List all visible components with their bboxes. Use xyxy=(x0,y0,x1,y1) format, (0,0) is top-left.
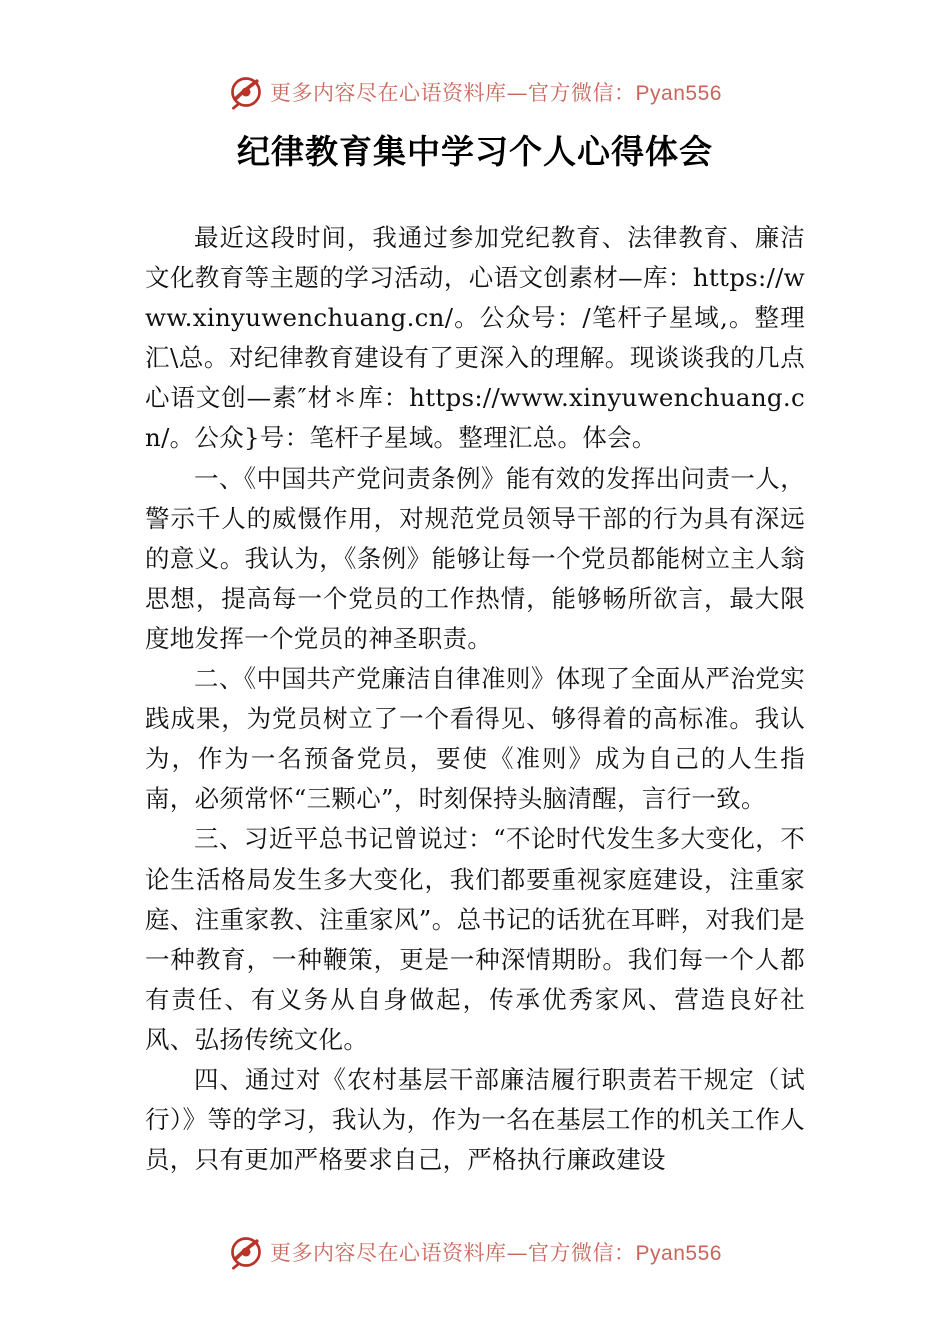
header-banner-handle: Pyan556 xyxy=(635,82,722,105)
paragraph-intro: 最近这段时间，我通过参加党纪教育、法律教育、廉洁文化教育等主题的学习活动，心语文创素材—库：https://www.xinyuwenchuang.cn/。公众号：/笔杆子星域,。整理汇\总。对纪律教育建设有了更深入的理解。现谈谈我的几点心语文创—素″材＊库：https://www.xinyuwenchuang.cn/。公众}号：笔杆子星域。整理汇总。体会。 xyxy=(145,223,805,453)
brand-logo-icon xyxy=(228,1234,264,1270)
paragraph-2: 二、《中国共产党廉洁自律准则》体现了全面从严治党实践成果，为党员树立了一个看得见、够得着的高标准。我认为，作为一名预备党员，要使《准则》成为自己的人生指南，必须常怀“三颗心”，时刻保持头脑清醒，言行一致。 xyxy=(145,664,805,814)
footer-banner xyxy=(0,1230,950,1274)
footer-banner-handle: Pyan556 xyxy=(635,1242,722,1265)
footer-banner-text: 更多内容尽在心语资料库—官方微信：Pyan556 xyxy=(270,1241,722,1265)
paragraph-4: 四、通过对《农村基层干部廉洁履行职责若干规定（试行）》等的学习，我认为，作为一名在基层工作的机关工作人员，只有更加严格要求自己，严格执行廉政建设 xyxy=(145,1064,805,1175)
brand-logo-icon xyxy=(228,74,264,110)
paragraph-3: 三、习近平总书记曾说过：“不论时代发生多大变化，不论生活格局发生多大变化，我们都要重视家庭建设，注重家庭、注重家教、注重家风”。总书记的话犹在耳畔，对我们是一种教育，一种鞭策，更是一种深情期盼。我们每一个人都有责任、有义务从自身做起，传承优秀家风、营造良好社风、弘扬传统文化。 xyxy=(145,824,805,1054)
header-banner-text: 更多内容尽在心语资料库—官方微信：Pyan556 xyxy=(270,81,722,105)
document-body xyxy=(145,218,805,1180)
document-title: 纪律教育集中学习个人心得体会 xyxy=(237,132,713,171)
header-banner xyxy=(0,70,950,114)
paragraph-1: 一、《中国共产党问责条例》能有效的发挥出问责一人，警示千人的威慑作用，对规范党员领导干部的行为具有深远的意义。我认为，《条例》能够让每一个党员都能树立主人翁思想，提高每一个党员的工作热情，能够畅所欲言，最大限度地发挥一个党员的神圣职责。 xyxy=(145,463,805,653)
